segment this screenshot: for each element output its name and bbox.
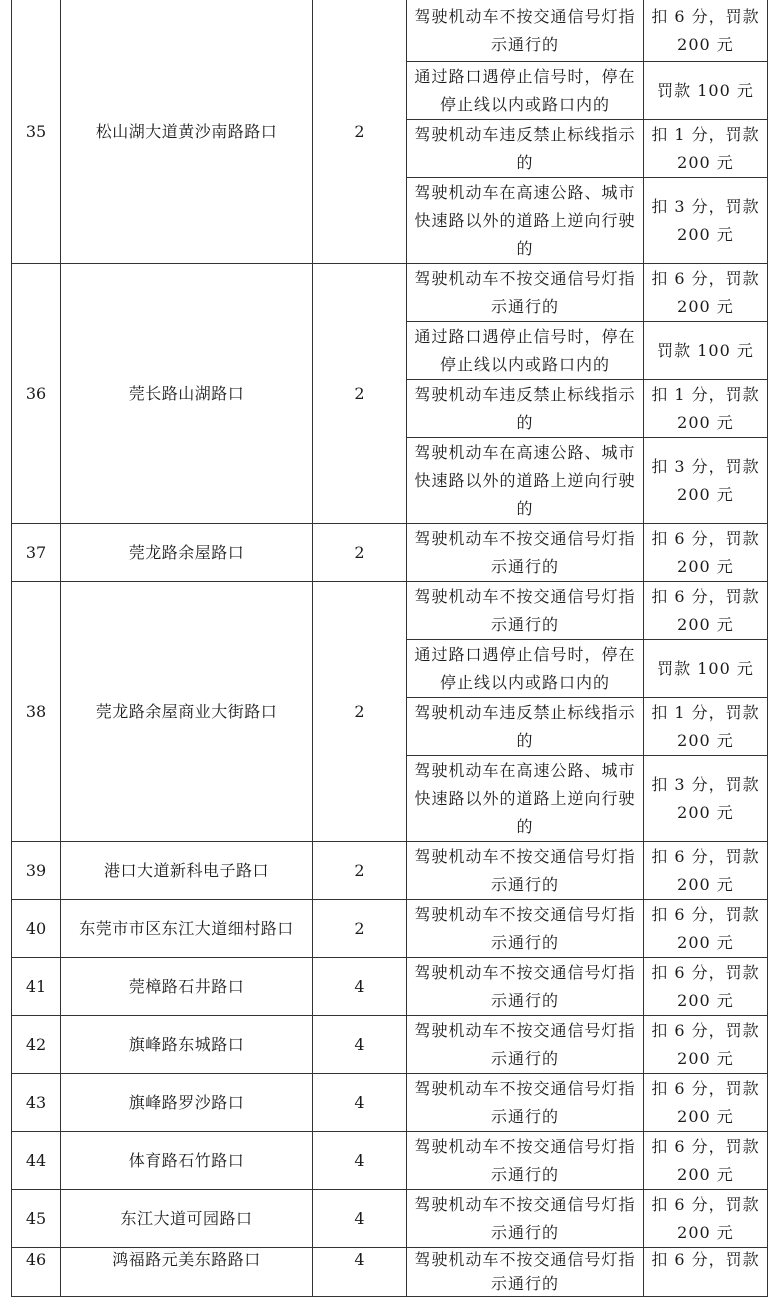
penalty: 扣 6 分，罚款 200 元 — [644, 900, 768, 958]
intersection-name: 莞龙路余屋商业大街路口 — [61, 582, 313, 842]
camera-count: 2 — [313, 582, 407, 842]
penalty: 扣 6 分，罚款 200 元 — [644, 1132, 768, 1190]
penalty: 扣 6 分，罚款 200 元 — [644, 958, 768, 1016]
violation-desc — [407, 1248, 644, 1297]
violation-desc: 驾驶机动车不按交通信号灯指示通行的 — [407, 1190, 644, 1248]
penalty: 扣 6 分，罚款 200 元 — [644, 1190, 768, 1248]
violation-desc: 驾驶机动车不按交通信号灯指示通行的 — [407, 1132, 644, 1190]
penalty: 扣 6 分，罚款 200 元 — [644, 264, 768, 322]
camera-count: 2 — [313, 900, 407, 958]
row-number: 40 — [12, 900, 61, 958]
camera-count: 4 — [313, 1248, 407, 1297]
penalty: 罚款 100 元 — [644, 62, 768, 120]
penalty: 扣 3 分，罚款 200 元 — [644, 178, 768, 264]
table-row — [12, 958, 768, 1016]
camera-count: 4 — [313, 1074, 407, 1132]
violation-desc: 驾驶机动车不按交通信号灯指示通行的 — [407, 958, 644, 1016]
table-row — [12, 1016, 768, 1074]
camera-count: 2 — [313, 264, 407, 524]
table-row — [12, 1132, 768, 1190]
table-row — [12, 1074, 768, 1132]
camera-count: 4 — [313, 1132, 407, 1190]
violation-desc: 驾驶机动车不按交通信号灯指示通行的 — [407, 1074, 644, 1132]
intersection-name: 松山湖大道黄沙南路路口 — [61, 0, 313, 264]
penalty: 扣 6 分，罚款 — [644, 1248, 768, 1297]
camera-count: 4 — [313, 1190, 407, 1248]
violation-desc: 驾驶机动车不按交通信号灯指示通行的 — [407, 842, 644, 900]
violation-desc: 驾驶机动车违反禁止标线指示的 — [407, 380, 644, 438]
table-row — [12, 524, 768, 582]
row-number: 43 — [12, 1074, 61, 1132]
penalty: 扣 6 分，罚款 200 元 — [644, 842, 768, 900]
row-number: 42 — [12, 1016, 61, 1074]
row-number: 41 — [12, 958, 61, 1016]
intersection-name: 莞樟路石井路口 — [61, 958, 313, 1016]
camera-count: 2 — [313, 524, 407, 582]
penalty: 扣 6 分，罚款 200 元 — [644, 0, 768, 62]
violation-desc: 驾驶机动车不按交通信号灯指示通行的 — [407, 582, 644, 640]
table-row — [12, 1248, 768, 1297]
row-number: 46 — [12, 1248, 61, 1297]
penalty: 扣 1 分，罚款 200 元 — [644, 380, 768, 438]
intersection-name: 旗峰路罗沙路口 — [61, 1074, 313, 1132]
violation-table — [11, 0, 768, 1297]
violation-desc: 驾驶机动车在高速公路、城市快速路以外的道路上逆向行驶的 — [407, 438, 644, 524]
penalty: 扣 3 分，罚款 200 元 — [644, 438, 768, 524]
penalty: 扣 1 分，罚款 200 元 — [644, 120, 768, 178]
camera-count: 2 — [313, 0, 407, 264]
table-row — [12, 264, 768, 322]
table-row — [12, 900, 768, 958]
penalty: 扣 1 分，罚款 200 元 — [644, 698, 768, 756]
intersection-name: 旗峰路东城路口 — [61, 1016, 313, 1074]
row-number: 37 — [12, 524, 61, 582]
row-number: 36 — [12, 264, 61, 524]
penalty: 扣 6 分，罚款 200 元 — [644, 582, 768, 640]
camera-count: 4 — [313, 1016, 407, 1074]
penalty: 扣 3 分，罚款 200 元 — [644, 756, 768, 842]
camera-count: 4 — [313, 958, 407, 1016]
row-number: 45 — [12, 1190, 61, 1248]
row-number: 38 — [12, 582, 61, 842]
penalty: 罚款 100 元 — [644, 640, 768, 698]
row-number: 35 — [12, 0, 61, 264]
intersection-name: 莞长路山湖路口 — [61, 264, 313, 524]
intersection-name: 莞龙路余屋路口 — [61, 524, 313, 582]
violation-desc: 通过路口遇停止信号时，停在停止线以内或路口内的 — [407, 62, 644, 120]
table-row — [12, 1190, 768, 1248]
table-row — [12, 582, 768, 640]
intersection-name: 鸿福路元美东路路口 — [61, 1248, 313, 1297]
violation-desc: 驾驶机动车不按交通信号灯指示通行的 — [407, 264, 644, 322]
violation-desc: 驾驶机动车在高速公路、城市快速路以外的道路上逆向行驶的 — [407, 178, 644, 264]
violation-desc: 驾驶机动车不按交通信号灯指示通行的 — [407, 1016, 644, 1074]
camera-count: 2 — [313, 842, 407, 900]
table-row — [12, 0, 768, 62]
violation-desc: 驾驶机动车不按交通信号灯指示通行的 — [407, 524, 644, 582]
row-number: 39 — [12, 842, 61, 900]
penalty: 罚款 100 元 — [644, 322, 768, 380]
violation-desc: 驾驶机动车不按交通信号灯指示通行的 — [407, 0, 644, 62]
violation-desc: 驾驶机动车违反禁止标线指示的 — [407, 120, 644, 178]
intersection-name: 体育路石竹路口 — [61, 1132, 313, 1190]
violation-desc: 通过路口遇停止信号时，停在停止线以内或路口内的 — [407, 322, 644, 380]
violation-desc-cut: 驾驶机动车不按交通信号灯指示通行的 — [414, 1250, 636, 1293]
penalty: 扣 6 分，罚款 200 元 — [644, 1016, 768, 1074]
violation-desc: 通过路口遇停止信号时，停在停止线以内或路口内的 — [407, 640, 644, 698]
penalty: 扣 6 分，罚款 200 元 — [644, 1074, 768, 1132]
violation-desc: 驾驶机动车违反禁止标线指示的 — [407, 698, 644, 756]
intersection-name: 东江大道可园路口 — [61, 1190, 313, 1248]
table-row — [12, 842, 768, 900]
intersection-name: 港口大道新科电子路口 — [61, 842, 313, 900]
violation-desc: 驾驶机动车在高速公路、城市快速路以外的道路上逆向行驶的 — [407, 756, 644, 842]
violation-desc: 驾驶机动车不按交通信号灯指示通行的 — [407, 900, 644, 958]
intersection-name: 东莞市市区东江大道细村路口 — [61, 900, 313, 958]
penalty: 扣 6 分，罚款 200 元 — [644, 524, 768, 582]
row-number: 44 — [12, 1132, 61, 1190]
